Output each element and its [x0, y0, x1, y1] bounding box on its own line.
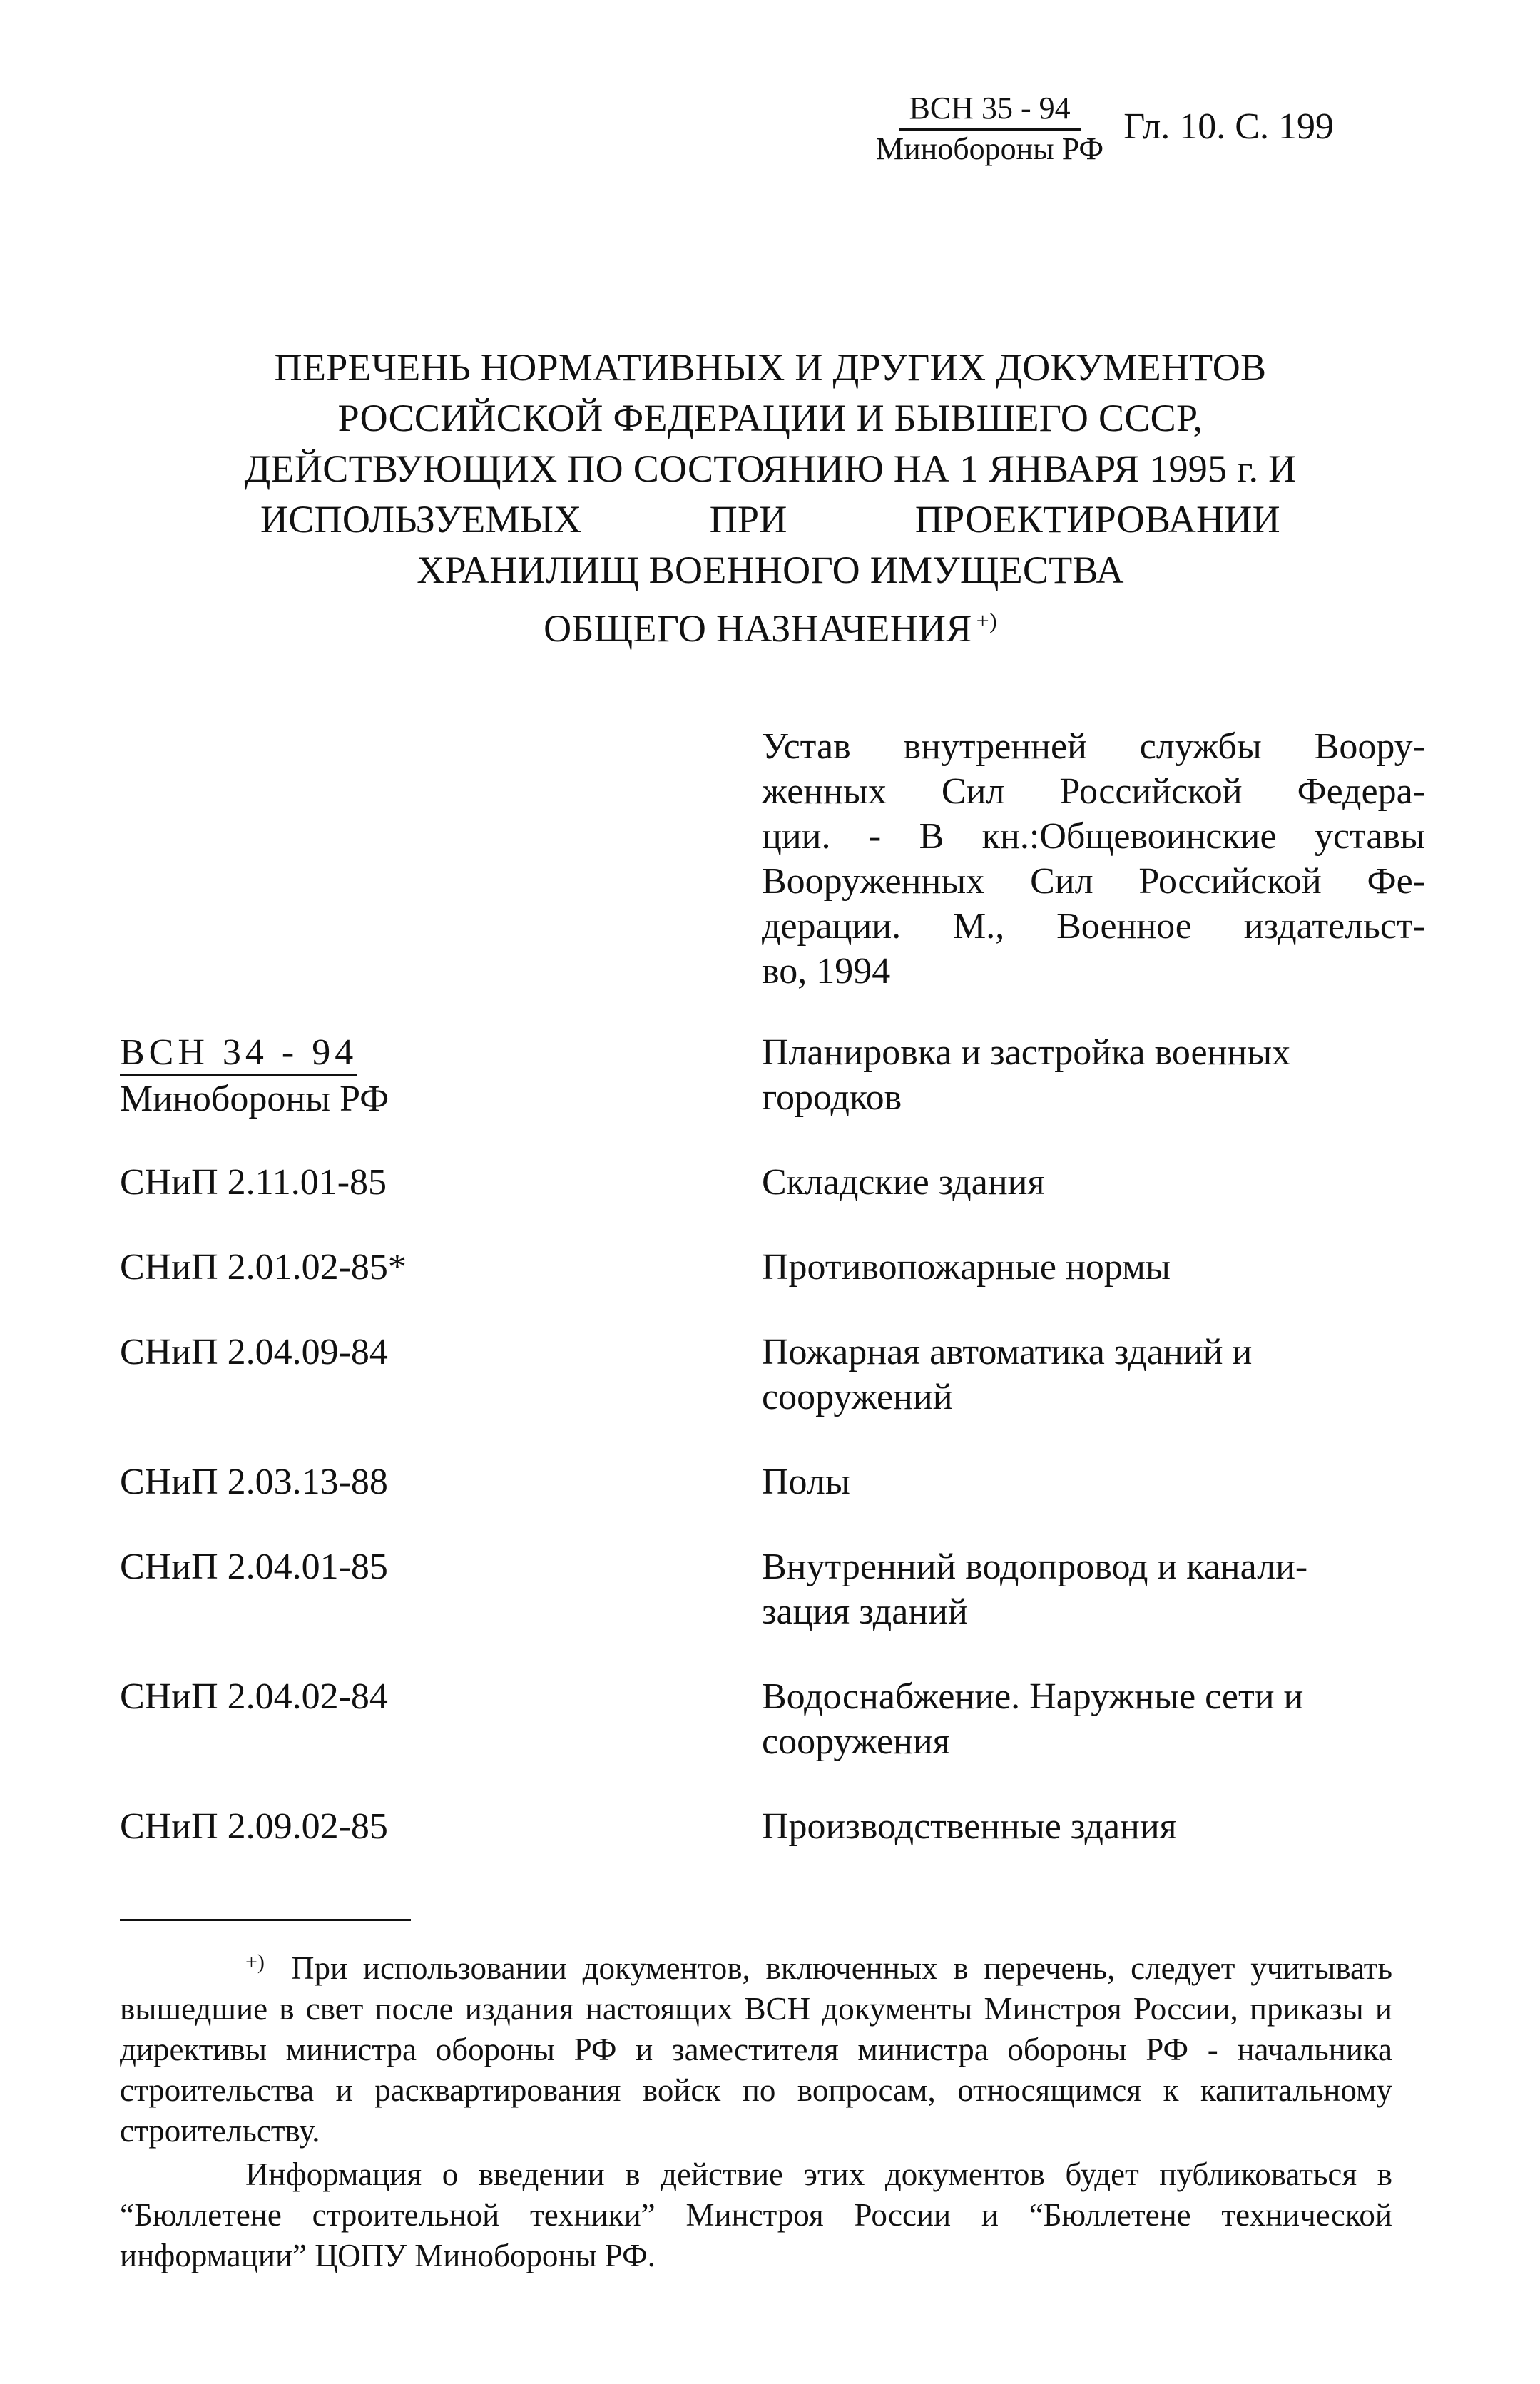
title-line-5: ХРАНИЛИЩ ВОЕННОГО ИМУЩЕСТВА — [417, 549, 1124, 591]
document-code: СНиП 2.03.13-88 — [120, 1462, 388, 1502]
title-line: городков — [762, 1077, 902, 1118]
document-code: СНиП 2.04.02-84 — [120, 1676, 388, 1717]
list-item — [120, 1030, 1425, 1121]
document-title — [762, 1460, 1425, 1504]
title-line: сооружений — [762, 1377, 953, 1417]
footnote — [120, 1942, 1392, 2276]
running-header — [876, 91, 1334, 167]
list-item — [120, 1674, 1425, 1764]
document-code: СНиП 2.01.02-85* — [120, 1247, 407, 1288]
title-line: сооружения — [762, 1721, 950, 1762]
document-code: СНиП 2.04.01-85 — [120, 1547, 388, 1587]
title-line: женных Сил Российской Федера- — [762, 771, 1425, 812]
document-title — [762, 1330, 1425, 1420]
footnote-mark: +) — [245, 1950, 265, 1974]
footnote-separator — [120, 1919, 411, 1921]
document-title — [762, 1674, 1425, 1764]
document-designation — [876, 91, 1103, 167]
title-line: зация зданий — [762, 1591, 968, 1632]
list-item — [120, 724, 1425, 994]
list-item — [120, 1330, 1425, 1420]
footnote-paragraph-2: Информация о введении в действие этих документов будет публиковаться в “Бюллетене строительной техники” Минстроя России и “Бюллетене технической информации” ЦОПУ Минобороны РФ. — [120, 2156, 1392, 2273]
title-line: Устав внутренней службы Воору- — [762, 726, 1425, 767]
document-code-org: Минобороны РФ — [120, 1079, 389, 1119]
header-org: Минобороны РФ — [876, 131, 1104, 167]
title-line-3: ДЕЙСТВУЮЩИХ ПО СОСТОЯНИЮ НА 1 ЯНВАРЯ 1995 г. И — [244, 447, 1297, 490]
document-title — [762, 724, 1425, 994]
title-line-6-text: ОБЩЕГО НАЗНАЧЕНИЯ — [544, 607, 972, 650]
list-item — [120, 1804, 1425, 1849]
document-title — [762, 1030, 1425, 1120]
list-item — [120, 1544, 1425, 1634]
title-line-1: ПЕРЕЧЕНЬ НОРМАТИВНЫХ И ДРУГИХ ДОКУМЕНТОВ — [274, 346, 1267, 389]
title-word: ПРОЕКТИРОВАНИИ — [914, 498, 1280, 541]
title-line: Водоснабжение. Наружные сети и — [762, 1676, 1304, 1717]
document-code: СНиП 2.09.02-85 — [120, 1806, 388, 1847]
footnote-paragraph-1 — [120, 1942, 1392, 2151]
title-line-6 — [107, 596, 1434, 654]
title-footnote-mark: +) — [976, 608, 997, 633]
footnote-text-1: При использовании документов, включенных в перечень, следует учитывать вышедшие в свет после издания настоящих ВСН документы Минстроя России, приказы и директивы министра обороны РФ и заместителя министра обороны РФ - начальника строительства и расквартирования войск по вопросам, относящимся к капитальному строительству. — [120, 1950, 1392, 2149]
document-code-number: ВСН 34 - 94 — [120, 1031, 357, 1076]
title-line: Пожарная автоматика зданий и — [762, 1332, 1253, 1372]
title-word: ИСПОЛЬЗУЕМЫХ — [260, 498, 582, 541]
title-line: Производственные здания — [762, 1806, 1177, 1847]
list-item — [120, 1460, 1425, 1504]
header-code: ВСН 35 - 94 — [899, 91, 1081, 131]
title-line-4 — [260, 494, 1280, 545]
documents-list — [120, 724, 1425, 1849]
title-line: во, 1994 — [762, 951, 891, 992]
page-title — [107, 342, 1434, 654]
list-item — [120, 1245, 1425, 1290]
document-code: СНиП 2.11.01-85 — [120, 1162, 387, 1203]
title-line: Планировка и застройка военных — [762, 1032, 1291, 1073]
title-line: Складские здания — [762, 1162, 1045, 1203]
document-code — [120, 1030, 762, 1121]
title-line: ции. - В кн.:Общевоинские уставы — [762, 816, 1425, 857]
document-title — [762, 1245, 1425, 1290]
document-title — [762, 1160, 1425, 1205]
list-item — [120, 1160, 1425, 1205]
page-number: Гл. 10. С. 199 — [1123, 106, 1334, 148]
title-line: Противопожарные нормы — [762, 1247, 1171, 1288]
title-line: Вооруженных Сил Российской Фе- — [762, 861, 1425, 902]
title-line: дерации. М., Военное издательст- — [762, 906, 1425, 947]
document-title — [762, 1804, 1425, 1849]
title-word: ПРИ — [709, 498, 787, 541]
title-line-2: РОССИЙСКОЙ ФЕДЕРАЦИИ И БЫВШЕГО СССР, — [337, 397, 1203, 439]
document-code: СНиП 2.04.09-84 — [120, 1332, 388, 1372]
document-title — [762, 1544, 1425, 1634]
title-line: Полы — [762, 1462, 850, 1502]
title-line: Внутренний водопровод и канали- — [762, 1547, 1308, 1587]
